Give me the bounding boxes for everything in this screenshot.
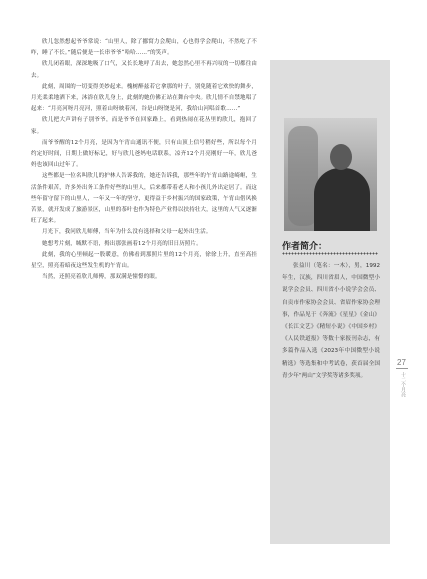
page-number: 27 <box>397 358 406 367</box>
dotted-divider <box>282 252 378 255</box>
article-body <box>31 37 257 283</box>
author-bio-text: 张益川（笔名：一木），男，1992年生，汉族，四川省眉人，中国微型小说学会会员、四川省小小说学会会员、自贡市作家协会会员、省眉作家协会理事，作品见于《奔流》《星星》《金山》《长江文艺》《精短小说》《中国乡村》《人民铁道报》等数十家报刊杂志，有多篇作品入选《2023年中国微型小说精选》等选集和中考试卷，获首届全国青少年“两山”文学奖等诸多奖项。 <box>282 263 380 379</box>
paragraph: 欣儿闭着眼，深深地吸了口气，又长长地呼了出去，她忽然心里不再兴叹的一切都往由去。 <box>31 61 257 79</box>
paragraph: 这些都是一位名叫欣儿的护林人告诉我的，她还告诉我，那些年的午宵山路途崎岖，生活条件艰苦，许多外出务工条件好些的山里人，后来都带着老人和小孩儿外出定居了。而这些年留守留下的山里人，一年又一年的坚守，更得益于乡村振兴的国家政策，午宵山借风换苦景，就开发成了旅游景区，山里的茶叶也作为特色产业得以扶持壮大，这里的人气又逐渐旺了起来。 <box>31 173 258 225</box>
paragraph: 她想考片刻，缄默不语，拇出那张画着12个月亮的旧日历照片。 <box>42 240 202 247</box>
paragraph: 月光下，我问欣儿师傅，当年为什么没有选择和父母一起外出生活。 <box>42 229 212 236</box>
page-rule <box>396 368 408 369</box>
photo-person-body <box>314 168 370 231</box>
section-title: 十二个月亮 <box>400 372 406 397</box>
paragraph: 欣儿把大声讲有子别爷爷，而是爷爷在回家路上，看到热闹在花丛里的欣儿，抱回了家。 <box>31 117 257 135</box>
photo-person-head <box>330 144 352 170</box>
author-heading: 作者简介： <box>282 242 328 252</box>
paragraph: 当然，还照亮着欣儿师傅，那双满是憧憬的眼。 <box>42 274 161 281</box>
paragraph: 欣儿忽然想起爷爷常说：“山里人，除了挪窝力会爬山，心也得学会爬山，不然吃了不咋，睡了不长。”随后便是一长串爷爷“哈哈……”的笑声。 <box>31 39 257 57</box>
author-photo <box>284 118 377 231</box>
paragraph: 而爷爷醒的12个月亮，是因为午宵山通讯不便，只有山顶上信号稍好些，所以每个月约定好时间，日期上做好标记，好与欣儿爸妈电话联系，凉齐12个月亮刚好一年，欣儿爸妈也该回山过年了。 <box>31 139 257 169</box>
author-bio <box>282 260 380 382</box>
paragraph: 此刻，我的心里顿起一股暖意，仿佛看到那照片里的12个月亮，徐徐上升，直至高挂星空，照亮着暗夜这些发生机的午宵山。 <box>31 251 257 270</box>
paragraph: 此刻，周围的一切变得美妙起来。槐树醉兹若它拿那的叶子，别免随着它欢快的舞步，月光柔柔地洒下来，沐浴在欣儿身上，此刻的她仿佛正站在舞台中央。欣儿情不自禁地唱了起来：“月亮河呀月亮河，照着山呀映着河，谷是山呀饶是河，我给山河唱首歌……” <box>31 83 258 113</box>
